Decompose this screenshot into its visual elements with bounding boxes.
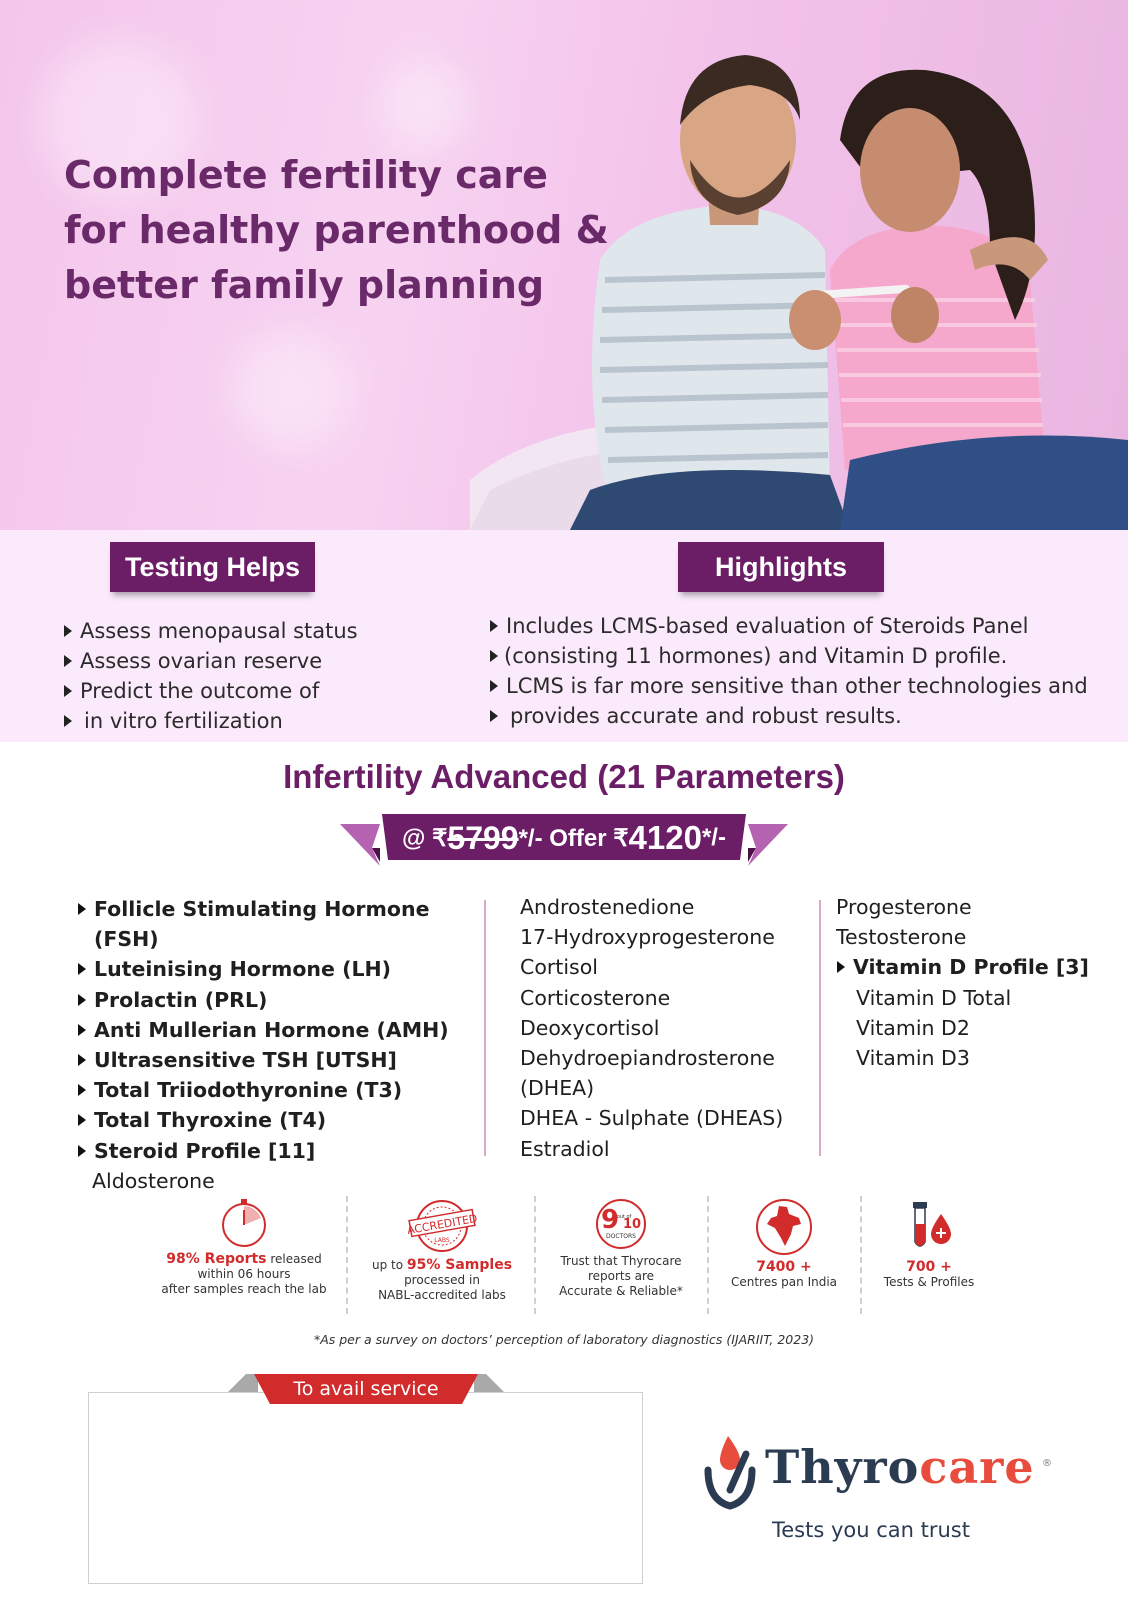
price-offer [340, 814, 788, 862]
stat-text: Tests & Profiles [883, 1275, 975, 1289]
stat-tests [874, 1198, 984, 1290]
parameter-subitem: Aldosterone [92, 1168, 215, 1193]
list-item: Assess menopausal status [62, 616, 422, 646]
brand-name [765, 1440, 1035, 1494]
parameter-subitem: Progesterone [836, 895, 972, 919]
new-price: 4120 [628, 819, 702, 856]
parameter-item: Anti Mullerian Hormone (AMH) [77, 1015, 477, 1045]
parameter-subitem: (DHEA) [520, 1076, 595, 1101]
parameter-subitem: Corticosterone [520, 985, 671, 1010]
stat-samples [362, 1198, 522, 1303]
old-price: 5799 [447, 819, 519, 856]
package-params: (21 Parameters) [597, 758, 845, 795]
stat-text: Trust that Thyrocare [560, 1254, 682, 1268]
stat-text: within 06 hours [197, 1267, 291, 1281]
badge-doctors: DOCTORS [606, 1233, 636, 1240]
highlights-heading: Highlights [678, 542, 884, 592]
stat-reports [160, 1198, 328, 1297]
hero-title-line: Complete fertility care [64, 153, 548, 197]
registered-mark: ® [1042, 1458, 1052, 1469]
parameter-item: Follicle Stimulating Hormone (FSH) [77, 894, 477, 954]
avail-service-box [88, 1392, 643, 1584]
stat-divider [346, 1196, 348, 1314]
list-item: Assess ovarian reserve [62, 646, 422, 676]
parameter-subitem: Vitamin D Total [856, 985, 1012, 1010]
offer-title [0, 758, 1128, 796]
list-item: Includes LCMS-based evaluation of Steroids Panel [488, 611, 1123, 641]
stat-divider [860, 1196, 862, 1314]
highlights-list [488, 611, 1123, 731]
price-suffix: */- [701, 824, 726, 851]
stat-text: NABL-accredited labs [378, 1288, 506, 1302]
parameter-item: Total Thyroxine (T4) [77, 1105, 477, 1135]
list-item-continuation: (consisting 11 hormones) and Vitamin D profile. [488, 641, 1123, 671]
parameter-item: Prolactin (PRL) [77, 985, 477, 1015]
badge-subtext: LABS [434, 1237, 450, 1244]
badge-out: out of [616, 1214, 632, 1220]
stat-text: after samples reach the lab [161, 1282, 327, 1296]
badge-ten: 10 [622, 1217, 642, 1232]
brand-name-part: Thyro [765, 1440, 920, 1494]
parameter-subitem: Vitamin D2 [856, 1015, 970, 1040]
stat-text: Accurate & Reliable* [559, 1284, 683, 1298]
column-divider [819, 900, 821, 1156]
stat-text: released [266, 1252, 322, 1266]
package-name: Infertility Advanced [283, 758, 589, 795]
parameter-subitem: Vitamin D3 [856, 1046, 970, 1071]
list-item-continuation: provides accurate and robust results. [488, 701, 1123, 731]
list-item-continuation: in vitro fertilization [62, 706, 422, 736]
stat-text: reports are [587, 1269, 655, 1283]
stat-divider [707, 1196, 709, 1314]
parameters-column-1 [77, 894, 477, 1196]
column-divider [484, 900, 486, 1156]
test-tube-icon [899, 1198, 959, 1256]
stat-centres [722, 1198, 846, 1290]
parameter-item: Steroid Profile [11] [77, 1136, 477, 1166]
avail-service-label: To avail service [293, 1378, 439, 1400]
nine-out-of-ten-icon [595, 1198, 647, 1250]
stat-text: Centres pan India [730, 1275, 838, 1289]
stat-text: up to [371, 1258, 407, 1272]
brand-tagline: Tests you can trust [772, 1518, 970, 1542]
parameter-subitem: Testosterone [836, 925, 967, 950]
couple-photo [470, 20, 1128, 530]
parameter-subitem: Dehydroepiandrosterone [520, 1046, 775, 1071]
testing-helps-list [62, 616, 422, 736]
parameter-item: Vitamin D Profile [3] [836, 952, 1106, 982]
hero-banner [0, 0, 1128, 530]
footnote: *As per a survey on doctors’ perception of laboratory diagnostics (IJARIIT, 2023) [313, 1332, 815, 1347]
parameter-item: Ultrasensitive TSH [UTSH] [77, 1045, 477, 1075]
price-prefix: @ ₹ [402, 824, 448, 852]
stat-highlight: 700 + [906, 1259, 952, 1275]
parameter-subitem: DHEA - Sulphate (DHEAS) [520, 1106, 784, 1131]
india-map-icon [755, 1198, 813, 1256]
parameter-subitem: Deoxycortisol [520, 1015, 660, 1040]
info-band [0, 530, 1128, 742]
stat-divider [534, 1196, 536, 1314]
parameter-subitem: 17-Hydroxyprogesterone [520, 925, 775, 950]
accredited-badge-icon [406, 1198, 478, 1254]
stat-trust [548, 1198, 694, 1299]
parameter-subitem: Cortisol [520, 955, 598, 980]
parameter-item: Luteinising Hormone (LH) [77, 954, 477, 984]
badge-number: 9 [600, 1205, 620, 1235]
parameter-item: Total Triiodothyronine (T3) [77, 1075, 477, 1105]
list-item: LCMS is far more sensitive than other technologies and [488, 671, 1123, 701]
brand-name-accent: care [919, 1440, 1035, 1494]
testing-helps-heading: Testing Helps [110, 542, 315, 592]
stopwatch-icon [219, 1198, 269, 1248]
price-mid: */- Offer ₹ [518, 824, 629, 852]
hero-title-line: for healthy parenthood & [64, 208, 609, 252]
stat-highlight: 95% Samples [406, 1257, 513, 1273]
parameters-column-3 [836, 892, 1106, 1073]
parameter-subitem: Androstenedione [520, 895, 695, 919]
hero-title-line: better family planning [64, 263, 545, 307]
badge-text: ACCREDITED [406, 1211, 478, 1238]
list-item: Predict the outcome of [62, 676, 422, 706]
parameters-column-2 [520, 892, 810, 1164]
stat-highlight: 98% Reports [166, 1251, 267, 1267]
parameter-subitem: Estradiol [520, 1136, 610, 1161]
stat-highlight: 7400 + [756, 1259, 812, 1275]
stat-text: processed in [404, 1273, 480, 1287]
